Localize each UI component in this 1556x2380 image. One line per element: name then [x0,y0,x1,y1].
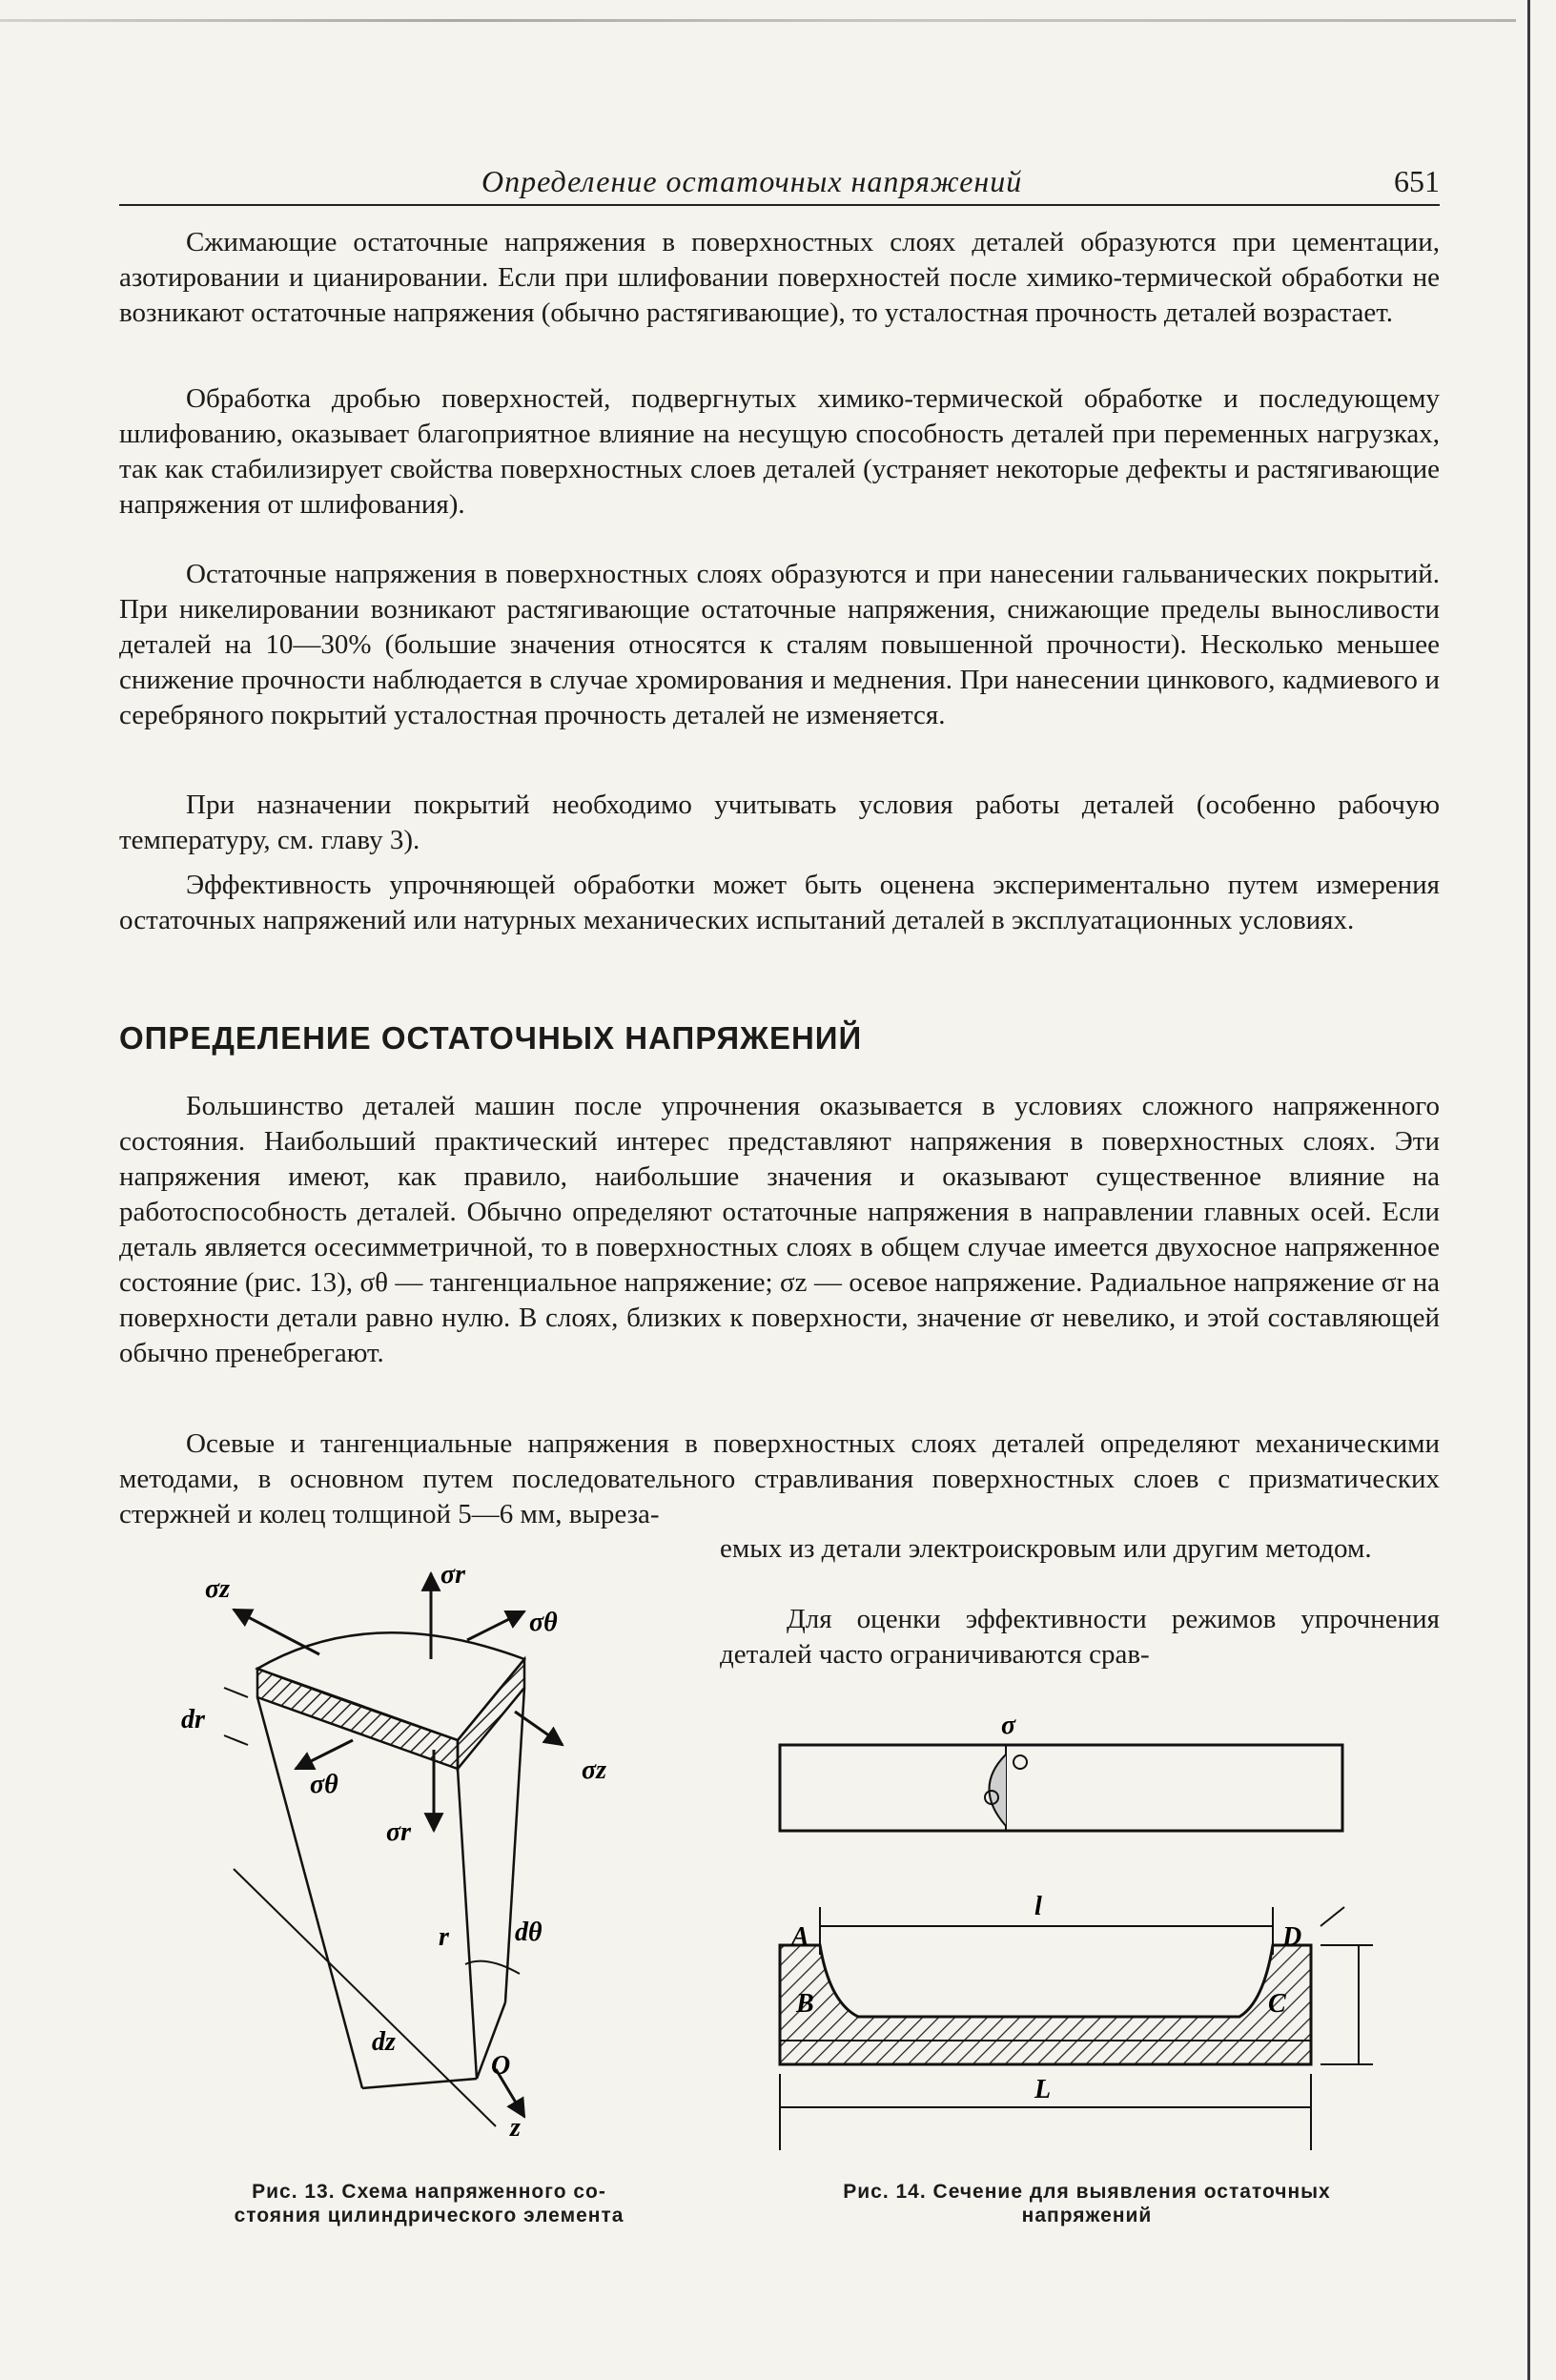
label-sigma-r-top: σr [440,1560,465,1590]
figure-14-caption-line-1: Рис. 14. Сечение для выявления остаточных [843,2181,1331,2203]
label-D: D [1282,1922,1302,1952]
running-title: Определение остаточных напряжений [481,164,1023,198]
section-heading: ОПРЕДЕЛЕНИЕ ОСТАТОЧНЫХ НАПРЯЖЕНИЙ [119,1020,863,1056]
label-dz: dz [372,2027,396,2057]
paragraph-1-text: Сжимающие остаточные напряжения в поверхностных слоях деталей образуются при цементации, азотировании и цианировании. Если при шлифовании поверхностей после химико-термической обработки не возникают остаточные напряжения (обычно растягивающие), то усталостная прочность деталей возрастает. [119,227,1440,328]
paragraph-4 [119,788,1440,858]
paragraph-8-text: Для оценки эффективности режимов упрочнения деталей часто ограничиваются срав- [720,1604,1440,1670]
label-sigma-z-top: σz [205,1574,230,1604]
label-r: r [439,1922,449,1952]
paragraph-6 [119,1089,1440,1371]
figure-14-top-view [763,1707,1449,1840]
label-B: B [796,1989,814,2019]
figure-13-caption-line-2: стояния цилиндрического элемента [234,2205,624,2226]
label-dtheta: dθ [515,1918,543,1947]
page-number: 651 [1394,164,1440,198]
figure-14-section-view [763,1869,1449,2165]
paragraph-7-continuation [720,1531,1440,1567]
label-L: L [1034,2075,1052,2104]
label-z: z [510,2113,521,2143]
paragraph-1 [119,225,1440,331]
label-sigma-r-bottom: σr [386,1817,411,1847]
paragraph-5 [119,868,1440,938]
paragraph-7-text: Осевые и тангенциальные напряжения в поверхностных слоях деталей определяют механическими методами, в основном путем последовательного стравливания поверхностных слоев с призматических стержней и колец толщиной 5—6 мм, выреза- [119,1428,1440,1529]
label-dr: dr [181,1705,205,1734]
label-sigma-theta-bottom: σθ [310,1770,338,1799]
label-A: A [791,1922,809,1952]
running-header [119,162,1440,206]
paragraph-3 [119,557,1440,733]
paragraph-4-text: При назначении покрытий необходимо учитывать условия работы деталей (особенно рабочую температуру, см. главу 3). [119,790,1440,855]
label-l: l [1034,1892,1042,1921]
figure-13-caption [172,2180,686,2227]
figure-13-stress-element [162,1554,715,2165]
paragraph-2-text: Обработка дробью поверхностей, подвергнутых химико-термической обработке и последующему шлифованию, оказывает благоприятное влияние на несущую способность деталей при переменных нагрузках, так как стабилизирует свойства поверхностных слоев деталей (устраняет некоторые дефекты и растягивающие напряжения от шлифования). [119,383,1440,520]
paragraph-6-text: Большинство деталей машин после упрочнения оказывается в условиях сложного напряженного состояния. Наибольший практический интерес представляют напряжения в поверхностных слоях. Эти напряжения имеют, как правило, наибольшие значения и оказывают существенное влияние на работоспособность деталей. Обычно определяют остаточные напряжения в направлении главных осей. Если деталь является осесимметричной, то в поверхностных слоях в общем случае имеется двухосное напряженное состояние (рис. 13), σθ — тангенциальное напряжение; σz — осевое напряжение. Радиальное напряжение σr на поверхности детали равно нулю. В слоях, близких к поверхности, значение σr невелико, и этой составляющей обычно пренебрегают. [119,1091,1440,1368]
paragraph-2 [119,381,1440,523]
label-sigma: σ [1001,1711,1016,1740]
label-o: O [491,2051,511,2081]
paragraph-3-text: Остаточные напряжения в поверхностных слоях образуются и при нанесении гальванических покрытий. При никелировании возникают растягивающие остаточные напряжения, снижающие пределы выносливости деталей на 10—30% (большие значения относятся к сталям повышенной прочности). Несколько меньшее снижение прочности наблюдается в случае хромирования и меднения. При нанесении цинкового, кадмиевого и серебряного покрытий усталостная прочность деталей не изменяется. [119,559,1440,730]
label-C: C [1268,1989,1286,2019]
page-edge-line [1527,0,1530,2380]
specimen-section [780,1945,1311,2064]
element-body [257,1632,524,2088]
scan-edge-mark [0,19,1516,22]
figure-14-caption-line-2: напряжений [1021,2205,1153,2226]
label-sigma-z-bottom: σz [582,1755,606,1785]
paragraph-7-cont-text: емых из детали электроискровым или другим методом. [720,1533,1372,1564]
paragraph-8 [720,1602,1440,1672]
figure-13-caption-line-1: Рис. 13. Схема напряженного со- [252,2181,606,2203]
paragraph-5-text: Эффективность упрочняющей обработки может быть оценена экспериментально путем измерения остаточных напряжений или натурных механических испытаний деталей в эксплуатационных условиях. [119,870,1440,935]
figure-14-caption [725,2180,1449,2227]
specimen-outline [780,1745,1342,1831]
label-sigma-theta-top: σθ [529,1608,558,1637]
paragraph-7 [119,1426,1440,1531]
